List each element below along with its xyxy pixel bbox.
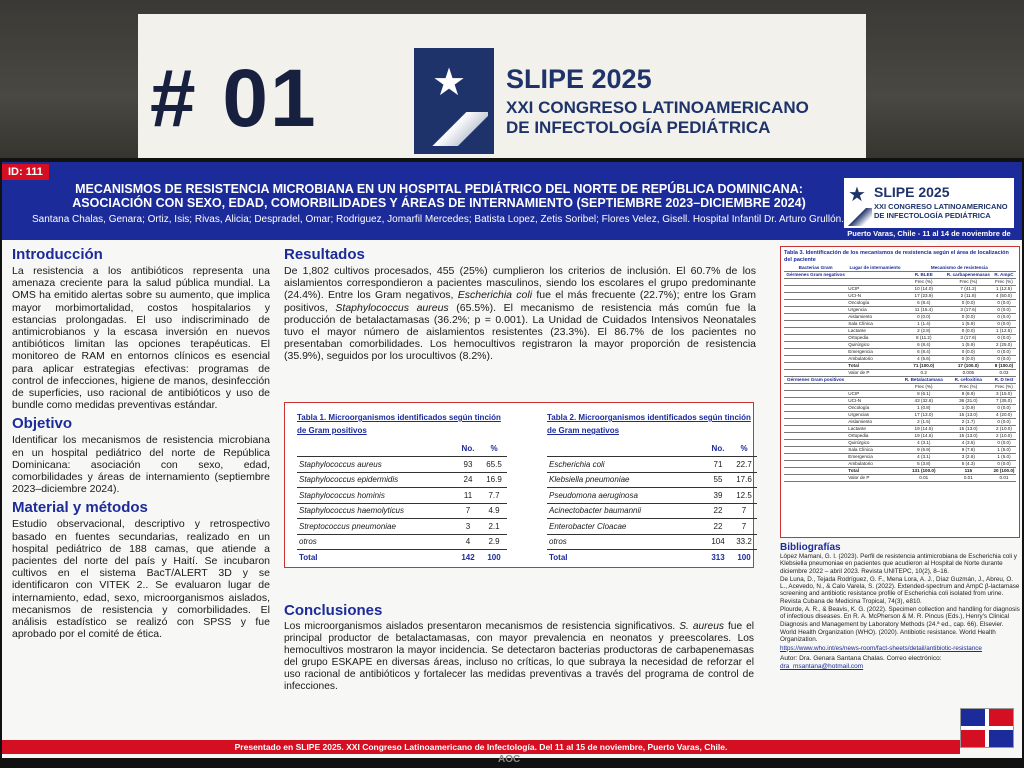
table-row: Ortopedia 19 (14.5) 15 (13.0) 2 (10.0) xyxy=(784,433,1016,440)
methods-text: Estudio observacional, descriptivo y retrospectivo basado en fuentes secundarias, realizado en un hospital pediátrico de 188 camas, que atiende a pacientes del norte del país y Haití. Se incubaron cultivos en el sistema BacT/ALERT 3D y se identificaron con VITEK 2.. Se evaluaron lugar de internamiento, edad, sexo, microorganismos aislados, mecanismos de resistencia y comorbilidades. El análisis estadístico se realizó con SPSS y fue aprobado por el comité de ética. xyxy=(12,518,270,641)
table-row: Staphylococcus epidermidis 24 16.9 xyxy=(297,472,507,488)
table-3: Tabla 3. Identificación de los mecanismos de resistencia según el área de localización del paciente Bacterias Gram Lugar de internamiento Mecanismo de resistencia Gérmenes Gram negativos R. BLEE R. carbapenemasas R. AmpC Frec (%) Frec (%) Frec (%) UCIP 10 (14.0) 7 (41.2) 1 (12.5) UCI-N 17 (23.9) 2 (11.8) 4 (50.0) Oncología 6 (8.4) 0 (0.0) 0 (0.0) Urgencia 11 (15.4) 3 (17.6) 0 (0.0) Aislamiento 0 (0.0) 0 (0.0) 0 (0.0) Sala Clínica 1 (1.4) 1 (5.9) 0 (0.0) Lactante 2 (2.8) 0 (0.0) 1 (12.5) Ortopedia 8 (11.2) 3 (17.6) 0 (0.0) Quirúrgico 6 (8.4) 1 (5.9) 2 (25.0) Emergencia 6 (8.4) 0 (0.0) 0 (0.0) Ambulatorio 4 (5.6) 0 (0.0) 0 (0.0) Total 71 (100.0) 17 (100.0) 8 (100.0) Valor de P 0.2 0.005 0.03 Gérmenes Gram positivos R. Betalactamasa R. cefoxitina R. D test Frec (%) Frec (%) Frec (%) UCIP 8 (6.1) 8 (6.9) 3 (15.0) UCI-N 43 (32.8) 36 (31.0) 7 (35.0) Oncología 1 (0.8) 1 (0.9) 0 (0.0) Urgencias 17 (13.0) 15 (13.0) 4 (20.0) Aislamiento 2 (1.5) 2 (1.7) 0 (0.0) Lactante 19 (14.5) 15 (13.0) 2 (10.0) Ortopedia 19 (14.5) 15 (13.0) 2 (10.0) Quirúrgico 4 (3.1) 4 (3.5) 0 (0.0) Sala Clínica 9 (6.9) 9 (7.8) 1 (5.0) Emergencia 4 (3.1) 3 (2.6) 1 (5.0) Ambulatorio 5 (3.8) 5 (4.3) 0 (0.0) Total 131 (100.0) 115 20 (100.0) Valor de P 0.01 0.01 0.01 xyxy=(780,246,1020,538)
congress-date: Puerto Varas, Chile - 11 al 14 de noviembre de xyxy=(844,228,1014,240)
table-row: otros 4 2.9 xyxy=(297,534,507,550)
table-3-caption: Tabla 3. Identificación de los mecanismos de resistencia según el área de localización del paciente xyxy=(784,250,1009,263)
table-row: Oncología 1 (0.8) 1 (0.9) 0 (0.0) xyxy=(784,405,1016,412)
monitor xyxy=(0,158,1024,768)
table-group-header: Gérmenes Gram positivos R. Betalactamasa R. cefoxitina R. D test xyxy=(784,377,1016,384)
reference-item: Plourde, A. R., & Beavis, K. G. (2022). Specimen collection and handling for diagnosis of infectious diseases. En R. A. McPherson & M. R. Pincus (Eds.), Henry's Clinical Diagnosis and Management by Laboratory Methods (24.ª ed., cap. 66). Elsevier. xyxy=(780,606,1020,628)
tables-box xyxy=(284,402,754,568)
poster-screen xyxy=(2,162,1022,758)
table-2-caption: Tabla 2. Microorganismos identificados según tinción de Gram negativos xyxy=(547,413,751,435)
intro-heading: Introducción xyxy=(12,246,103,263)
table-row: Aislamiento 2 (1.5) 2 (1.7) 0 (0.0) xyxy=(784,419,1016,426)
table-row: Ambulatorio 4 (5.6) 0 (0.0) 0 (0.0) xyxy=(784,356,1016,363)
poster-number: # 01 xyxy=(150,53,318,144)
star-icon: ★ xyxy=(432,62,467,104)
table-row: Valor de P 0.01 0.01 0.01 xyxy=(784,475,1016,482)
biblio-heading: Bibliografías xyxy=(780,542,841,553)
table-1-caption: Tabla 1. Microorganismos identificados según tinción de Gram positivos xyxy=(297,413,501,435)
poster-header xyxy=(2,162,1022,240)
table-row: Sala Clínica 9 (6.9) 9 (7.8) 1 (5.0) xyxy=(784,447,1016,454)
star-icon: ★ xyxy=(848,184,866,206)
table-total-row: Total 313 100 xyxy=(549,553,751,562)
table-row: UCIP 8 (6.1) 8 (6.9) 3 (15.0) xyxy=(784,391,1016,398)
table-row: Urgencia 11 (15.4) 3 (17.6) 0 (0.0) xyxy=(784,307,1016,314)
biblio-list xyxy=(780,553,1020,652)
table-row: Valor de P 0.2 0.005 0.03 xyxy=(784,370,1016,377)
monitor-brand: AOC xyxy=(498,754,521,765)
table-row: Oncología 6 (8.4) 0 (0.0) 0 (0.0) xyxy=(784,300,1016,307)
sign-subtitle: XXI CONGRESO LATINOAMERICANO DE INFECTOLOGÍA PEDIÁTRICA xyxy=(506,98,809,137)
methods-heading: Material y métodos xyxy=(12,499,148,517)
author-email[interactable]: dra_msantana@hotmail.com xyxy=(780,662,864,670)
table-row: Klebsiella pneumoniae 55 17.6 xyxy=(547,472,757,488)
who-link[interactable]: https://www.who.int/es/news-room/fact-sheets/detail/antibiotic-resistance xyxy=(780,644,982,652)
poster-id: ID: 111 xyxy=(2,164,49,180)
reference-item: López Mamani, G. I. (2023). Perfil de resistencia antimicrobiana de Escherichia coli y Klebsiella pneumoniae en pacientes que acudieron al Hospital de Norte durante diciembre 2022 – abril 2023. Revista UNITEPC, 10(2), 8–16. xyxy=(780,553,1017,575)
table-row: Aislamiento 0 (0.0) 0 (0.0) 0 (0.0) xyxy=(784,314,1016,321)
table-2: Tabla 2. Microorganismos identificados según tinción de Gram negativos No. % Escherichia coli 71 22.7 Klebsiella pneumoniae 55 17.6 Pseudomona aeruginosa 39 12.5 Acinectobacter baumannii 22 7 Enterobacter Cloacae 22 7 otros 104 33.2 Total 313 100 xyxy=(547,411,757,565)
sign-title: SLIPE 2025 xyxy=(506,64,652,94)
table-row: Urgencias 17 (13.0) 15 (13.0) 4 (20.0) xyxy=(784,412,1016,419)
conclusions-section xyxy=(284,602,754,697)
table-row: Streptococcus pneumoniae 3 2.1 xyxy=(297,519,507,535)
results-text: De 1,802 cultivos procesados, 455 (25%) cumplieron los criterios de inclusión. El 60.7% de los aislamientos correspondieron a pacientes masculinos, siendo los escolares el grupo predominante (24.4%). Entre los Gram negativos, Escherichia coli fue el más frecuente (22.7%); entre los Gram positivos, Staphylococcus aureus (65.5%). El mecanismo de resistencia más común fue la producción de betalactamasas (36.2%; p = 0.001). La Unidad de Cuidados Intensivos Neonatales tuvo el mayor número de aislamientos resistentes (23.3%). El 86.7% de los pacientes no presentaban comorbilidades. Los hemocultivos registraron la mayor proporción de resistencia (35.9%), seguidos por los urocultivos (8.2%). xyxy=(284,265,756,363)
table-row: Staphylococcus haemolyticus 7 4.9 xyxy=(297,503,507,519)
table-row: Ambulatorio 5 (3.8) 5 (4.3) 0 (0.0) xyxy=(784,461,1016,468)
table-row: Quirúrgico 6 (8.4) 1 (5.9) 2 (25.0) xyxy=(784,342,1016,349)
table-row: Staphylococcus hominis 11 7.7 xyxy=(297,488,507,504)
table-row: UCIP 10 (14.0) 7 (41.2) 1 (12.5) xyxy=(784,286,1016,293)
table-row: Total 131 (100.0) 115 20 (100.0) xyxy=(784,468,1016,475)
table-row: Lactante 19 (14.5) 15 (13.0) 2 (10.0) xyxy=(784,426,1016,433)
reference-item: De Luna, D., Tejada Rodríguez, G. F., Mena Lora, A. J., Díaz Guzmán, J., Abreu, O. L., Acevedo, N., & Calo Varela, S. (2022). Extended-spectrum and AmpC β-lactamase screening and antibiotic resistance profile of Escherichia coli isolated from urine. Revista Cubana de Medicina Tropical, 74(3), e810. xyxy=(780,575,1020,605)
poster-footer: Presentado en SLIPE 2025. XXI Congreso Latinoamericano de Infectología. Del 11 al 15 de noviembre, Puerto Varas, Chile. xyxy=(2,740,960,754)
poster-authors: Santana Chalas, Genara; Ortiz, Isis; Rivas, Alicia; Despradel, Omar; Rodriguez, Jomarfil Mercedes; Batista Lopez, Zetis Soribel; Flores Velez, Gisell. Hospital Infantil Dr. Arturo Grullón. xyxy=(32,214,844,225)
slipe-logo xyxy=(414,48,494,154)
table-total-row: Total 142 100 xyxy=(299,553,501,562)
table-row: Total 71 (100.0) 17 (100.0) 8 (100.0) xyxy=(784,363,1016,370)
reference-item: World Health Organization (WHO). (2020). Antibiotic resistance. World Health Organization. xyxy=(780,628,996,644)
conclusions-text: Los microorganismos aislados presentaron mecanismos de resistencia significativos. S. aureus fue el principal productor de betalactamasas, con mayor prevalencia en neonatos y preescolares. Los hemocultivos mostraron la mayor incidencia. Se detectaron bacterias productoras de carbapenemasas del grupo ESKAPE en diversas áreas, incluso no críticas, lo que subraya la necesidad de reforzar el uso racional de antibióticos y fortalecer las medidas preventivas a través del programa de control de infecciones. xyxy=(284,621,755,692)
table-row: Staphylococcus aureus 93 65.5 xyxy=(297,457,507,473)
mountain-icon xyxy=(420,112,488,146)
table-row: UCI-N 43 (32.8) 36 (31.0) 7 (35.0) xyxy=(784,398,1016,405)
author-contact: Autor: Dra. Genara Santana Chalas. Correo electrónico: dra_msantana@hotmail.com xyxy=(780,654,942,670)
table-row: Enterobacter Cloacae 22 7 xyxy=(547,519,757,535)
table-row: Sala Clínica 1 (1.4) 1 (5.9) 0 (0.0) xyxy=(784,321,1016,328)
table-row: otros 104 33.2 xyxy=(547,534,757,550)
right-column xyxy=(780,246,1020,671)
logo-title: SLIPE 2025 xyxy=(874,184,950,200)
intro-text: La resistencia a los antibióticos representa una amenaza creciente para la salud pública mundial. La OMS ha emitido alertas sobre su aumento, que implica mayor morbimortalidad, costos hospitalarios y estancias prolongadas. El uso indiscriminado de antimicrobianos y la escasa inversión en nuevos antibióticos limitan las opciones terapéuticas. El monitoreo de RAM en entornos clínicos es esencial para aplicar estrategias efectivas: programas de control de infecciones, higiene de manos, desinfección de superficies, uso racional de antibióticos y uso de bundle como medidas preventivas estándar. xyxy=(12,265,270,412)
table-row: Escherichia coli 71 22.7 xyxy=(547,457,757,473)
table-row: Quirúrgico 4 (3.1) 4 (3.5) 0 (0.0) xyxy=(784,440,1016,447)
objective-heading: Objetivo xyxy=(12,415,73,433)
mountain-icon xyxy=(846,208,872,226)
table-row: Lactante 2 (2.8) 0 (0.0) 1 (12.5) xyxy=(784,328,1016,335)
conclusions-heading: Conclusiones xyxy=(284,602,383,619)
table-row: Pseudomona aeruginosa 39 12.5 xyxy=(547,488,757,504)
objective-text: Identificar los mecanismos de resistencia microbiana en un hospital pediátrico del norte de República Dominicana: asociación con sexo, edad, comorbilidades y áreas de internamiento (septiembre 2023–diciembre 2024). xyxy=(12,434,270,496)
table-row: Acinectobacter baumannii 22 7 xyxy=(547,503,757,519)
poster-title: MECANISMOS DE RESISTENCIA MICROBIANA EN UN HOSPITAL PEDIÁTRICO DEL NORTE DE REPÚBLICA DOMINICANA: ASOCIACIÓN CON SEXO, EDAD, COMORBILIDADES Y ÁREAS DE INTERNAMIENTO (SEPTIEMBRE 2023–DICIEMBRE 2024) xyxy=(72,182,806,210)
table-row: Emergencia 6 (8.4) 0 (0.0) 0 (0.0) xyxy=(784,349,1016,356)
left-column xyxy=(12,246,270,644)
logo-subtitle: XXI CONGRESO LATINOAMERICANO DE INFECTOLOGÍA PEDIÁTRICA xyxy=(874,202,1008,220)
table-row: Emergencia 4 (3.1) 3 (2.6) 1 (5.0) xyxy=(784,454,1016,461)
results-heading: Resultados xyxy=(284,246,365,263)
table-row: Ortopedia 8 (11.2) 3 (17.6) 0 (0.0) xyxy=(784,335,1016,342)
dominican-flag xyxy=(960,708,1014,748)
middle-column xyxy=(284,246,756,367)
table-group-header: Gérmenes Gram negativos R. BLEE R. carbapenemasas R. AmpC xyxy=(784,272,1016,279)
table-1: Tabla 1. Microorganismos identificados según tinción de Gram positivos No. % Staphylococcus aureus 93 65.5 Staphylococcus epidermidis 24 16.9 Staphylococcus hominis 11 7.7 Staphylococcus haemolyticus 7 4.9 Streptococcus pneumoniae 3 2.1 otros 4 2.9 Total 142 100 xyxy=(297,411,507,565)
table-row: UCI-N 17 (23.9) 2 (11.8) 4 (50.0) xyxy=(784,293,1016,300)
